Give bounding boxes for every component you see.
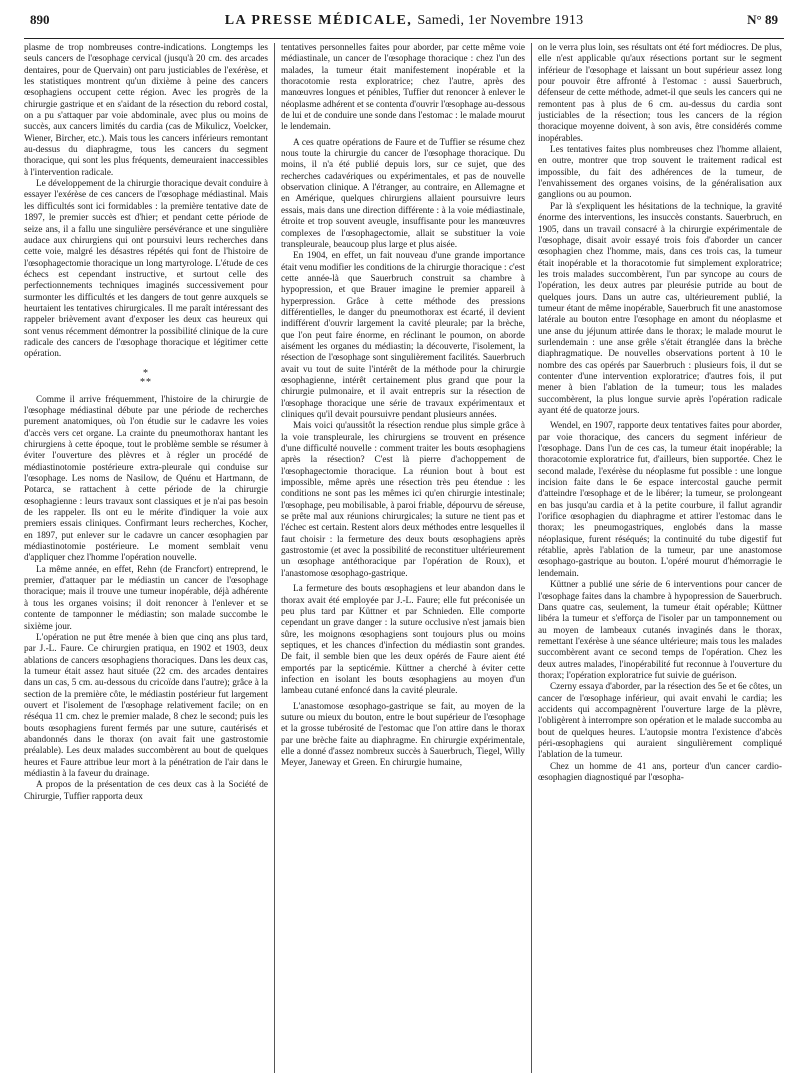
paragraph: Chez un homme de 41 ans, porteur d'un cancer cardio-œsophagien diagnostiqué par l'œsopha-: [538, 761, 782, 783]
journal-title: [90, 13, 718, 29]
paragraph: Par là s'expliquent les hésitations de la technique, la gravité énorme des interventions, les insuccès constants. Sauerbruch, en 1905, dans un travail consacré à la chirurgie expérimentale de l'œsophage, disait avoir essayé trois fois d'aborder un cancer œsophagien chez l'homme, mais, dans ces trois cas, la tumeur était inopérable et la thoracotomie fut simplement exploratrice; les trois malades succombèrent, l'un par syncope au cours de l'opération, les deux autres par pleurésie putride au bout de quelques jours. Dans un autre cas, ultérieurement publié, la tumeur étant de même inopérable, Sauerbruch fit une anastomose latérale au bouton entre l'œsophage en amont du néoplasme et une anse du jéjunum attirée dans le thorax; le malade mourut le surlendemain : une anse grêle s'était étranglée dans la brèche diaphragmatique. De nouvelles observations portent à 10 le nombre des cas opérés par Sauerbruch : plusieurs fois, il dut se contenter d'une intervention exploratrice; d'autres fois, il put mener à bien l'ablation de la tumeur; tous les malades succombèrent, la plus longue survie après l'opération radicale ayant été de quatorze jours.: [538, 201, 782, 416]
paragraph: Küttner a publié une série de 6 interventions pour cancer de l'œsophage faites dans la chambre à hypopression de Sauerbruch. Dans quatre cas, seulement, la tumeur était opérable; Küttner libéra la tumeur et s'efforça de l'isoler par un tamponnement ou au moyen de lambeaux cutanés invaginés dans le thorax, remettant l'exérèse à une séance ultérieure; mais tous les malades succombèrent avant ce second temps de l'opération. Chez les deux autres malades, l'inopérabilité fut reconnue à l'ouverture du thorax; l'opération exploratrice fut suivie de guérison.: [538, 580, 782, 681]
paragraph: Czerny essaya d'aborder, par la résection des 5e et 6e côtes, un cancer de l'œsophage inférieur, qui avait envahi le cardia; les accidents qui accompagnèrent l'ouverture large de la plèvre, l'obligèrent à interrompre son opération et le malade succomba au bout de quelques heures. L'autopsie montra l'existence d'abcès péri-œsophagiens qui auraient singulièrement compliqué l'ablation de la tumeur.: [538, 682, 782, 761]
paragraph: La même année, en effet, Rehn (de Francfort) entreprend, le premier, d'attaquer par le médiastin un cancer de l'œsophage thoracique; mais il trouve une tumeur inopérable, déjà adhérente à tous les organes voisins; il doit renoncer à l'enlever et se contente de tamponner le médiastin; son malade succombe le sixième jour.: [24, 564, 268, 632]
paragraph: L'anastomose œsophago-gastrique se fait, au moyen de la suture ou mieux du bouton, entre le bout supérieur de l'œsophage et la grosse tubérosité de l'estomac que l'on attire dans le thorax par une brèche faite au diaphragme. En chirurgie expérimentale, elle a donné d'assez nombreux succès à Sauerbruch, Tiegel, Willy Meyer, Janeway et Green. En chirurgie humaine,: [281, 701, 525, 769]
column-3: [538, 43, 782, 1073]
issue-date: Samedi, 1er Novembre 1913: [417, 13, 584, 28]
paragraph: Wendel, en 1907, rapporte deux tentatives faites pour aborder, par voie thoracique, des cancers du segment inférieur de l'œsophage. Dans l'un de ces cas, la tumeur était inopérable; la thoracotomie exploratrice fut, d'ailleurs, bien supportée. Chez le second malade, l'exérèse du néoplasme fut possible : une longue incision faite dans le 6e espace intercostal gauche permit d'atteindre l'œsophage et de le libérer; la tumeur, se prolongeant en bas jusqu'au cardia et à la petite courbure, il fallut agrandir l'orifice œsophagien du diaphragme et attirer l'estomac dans le thorax; les pneumogastriques, englobés dans la masse néoplasique, furent réséqués; la continuité du tube digestif fut rétablie, après l'ablation de la tumeur, par une anastomose œsophago-gastrique au bouton. L'opéré mourut d'hémorragie le lendemain.: [538, 421, 782, 579]
paragraph: L'opération ne put être menée à bien que cinq ans plus tard, par J.-L. Faure. Ce chirurgien pratiqua, en 1902 et 1903, deux ablations de cancers œsophagiens thoraciques. Dans les deux cas, la tumeur était assez haut située (22 cm. des arcades dentaires dans un cas, 5 cm. au-dessous du cricoïde dans l'autre); grâce à la section de la première côte, le médiastin postérieur fut largement ouvert et l'isolement de l'œsophage relativement facile; on en réséqua 11 cm. chez le premier malade, 8 chez le second; puis les bouts œsophagiens furent fermés par une suture, cautérisés et abandonnés dans le thorax (on avait fait une gastrostomie préalable). Les deux malades succombèrent au bout de quelques heures et Faure attribue leur mort à la pénétration de l'air dans le médiastin à la faveur du drainage.: [24, 632, 268, 779]
paragraph: A ces quatre opérations de Faure et de Tuffier se résume chez nous toute la chirurgie du cancer de l'œsophage thoracique. Du moins, il n'a été publié depuis lors, sur ce sujet, que des recherches cadavériques ou expérimentales, et pas de nouvelle observation clinique. A l'étranger, au contraire, en Allemagne et en Amérique, quelques chirurgiens allaient poursuivre leurs essais, mais dans une direction différente : à la voie médiastinale, étroite et trop souvent aveugle, insuffisante pour les manœuvres complexes de l'œsophagectomie, allait se substituer la voie transpleurale, beaucoup plus large et plus aisée.: [281, 137, 525, 250]
paragraph: tentatives personnelles faites pour aborder, par cette même voie médiastinale, un cancer de l'œsophage thoracique : chez l'un des malades, la tumeur était manifestement inopérable et la thoracotomie resta exploratrice; chez l'autre, après des manœuvres longues et pénibles, Tuffier dut renoncer à enlever le néoplasme adhérent et se contenta d'ouvrir l'œsophage au-dessous de lui et de conduire une sonde dans l'estomac : le malade mourut le lendemain.: [281, 43, 525, 133]
paragraph: Comme il arrive fréquemment, l'histoire de la chirurgie de l'œsophage médiastinal débute par une période de recherches purement anatomiques, où l'on étudie sur le cadavre les voies d'accès vers cet organe. La crainte du pneumothorax hantant les chirurgiens à cette époque, tout le problème semble se résumer à éviter l'ouverture des plèvres et à régler un procédé de médiastinotomie postérieure extra-pleurale qui conduise sur l'œsophage. Les noms de Nasilow, de Quénu et Hartmann, de Potarca, se rattachent à cette période de la chirurgie œsophagienne : leurs travaux sont classiques et je n'ai pas besoin de les rappeler. Ils ont eu le mérite d'indiquer la voie aux premiers essais cliniques. Confirmant leurs recherches, Kocher, en 1897, put enlever sur le cadavre un cancer œsophagien par médiastinotomie postérieure. Le moment semblait venu d'appliquer chez l'homme l'opération nouvelle.: [24, 394, 268, 564]
column-divider: [274, 43, 275, 1073]
page-number: 890: [30, 12, 50, 27]
article-columns: [24, 43, 784, 1073]
issue-number: N° 89: [747, 12, 778, 27]
paragraph: La fermeture des bouts œsophagiens et leur abandon dans le thorax avait été employée par J.-L. Faure; elle fut préconisée un peu plus tard par Küttner et par Schnieden. Elle comporte cependant un grave danger : la suture occlusive n'est jamais bien sûre, les moignons œsophagiens sont toujours plus ou moins septiques, et les chances d'infection du médiastin sont grandes. De fait, il semble bien que les deux opérés de Faure aient été emportés par la septicémie. Küttner a cherché à éviter cette infection en isolant les bouts œsophagiens au moyen d'un lambeau cutané enfoncé dans la cavité pleurale.: [281, 584, 525, 697]
asterism-top: *: [143, 367, 149, 379]
paragraph: on le verra plus loin, ses résultats ont été fort médiocres. De plus, elle n'est applicable qu'aux résections portant sur le segment inférieur de l'œsophage et laissant un bout supérieur assez long pour pouvoir être affronté à l'estomac : aussi Sauerbruch, défenseur de cette méthode, admet-il que seuls les cancers qui ne remontent pas à plus de 6 cm. au-dessus du cardia sont justiciables de la résection; tous les cancers de la région thoracique moyenne doivent, à son avis, être considérés comme inopérables.: [538, 43, 782, 144]
section-separator: [24, 369, 268, 387]
asterism-bottom: **: [140, 376, 152, 388]
paragraph: Mais voici qu'aussitôt la résection rendue plus simple grâce à la voie transpleurale, les chirurgiens se trouvent en présence d'une difficulté nouvelle : comment traiter les bouts œsophagiens après la résection? C'est là pierre d'achoppement de l'œsophagectomie thoracique. La réunion bout à bout est impossible, même après une résection très peu étendue : les conditions ne sont pas les mêmes ici qu'en chirurgie intestinale; l'œsophage, peu mobilisable, à paroi friable, dépourvu de séreuse, se prête mal aux réunions chirurgicales; la suture ne tient pas et l'échec est certain. Restent alors deux méthodes entre lesquelles il faut choisir : la fermeture des deux bouts œsophagiens après gastrostomie (et avec la possibilité de reconstituer ultérieurement un œsophage antéthoracique par l'opération de Roux), et l'anastomose œsophago-gastrique.: [281, 421, 525, 579]
paragraph: En 1904, en effet, un fait nouveau d'une grande importance était venu modifier les conditions de la chirurgie thoracique : c'est cette année-là que Sauerbruch construit sa chambre à hypopression, et que Brauer imagine le premier appareil à hyperpression. Grâce à cette méthode des pressions différentielles, le danger du pneumothorax est écarté, il devient indifférent d'ouvrir largement la cavité pleurale; par la brèche, que l'on peut faire énorme, en réclinant le poumon, on aborde aisément les organes du médiastin; la découverte, l'isolement, la résection de l'œsophage sont singulièrement facilités. Sauerbruch avait vu tout de suite l'intérêt de la méthode pour la chirurgie œsophagienne, intérêt certainement plus grand que pour la chirurgie pulmonaire, et il avait entrepris sur la résection de l'œsophage thoracique une série de travaux expérimentaux et cliniques qu'il devait poursuivre pendant plusieurs années.: [281, 251, 525, 420]
paragraph: Le développement de la chirurgie thoracique devait conduire à essayer l'exérèse de ces cancers de l'œsophage médiastinal. Mais les difficultés sont ici formidables : la première tentative date de 1897, le premier succès est d'hier; et pendant cette période de seize ans, il a fallu une singulière persévérance et une singulière audace aux chirurgiens qui ont poursuivi leurs recherches dans cette voie, malgré les désastres répétés qui font de l'histoire de l'œsophagectomie thoracique un long martyrologe. L'étude de ces échecs est cependant instructive, et surtout celle des perfectionnements techniques imaginés successivement pour surmonter les difficultés et les dangers de tout genre auxquels se heurtaient les tentatives chirurgicales. Il me paraît intéressant des rappeler brièvement avant d'exposer les deux cas heureux qui sont venus récemment démontrer la possibilité clinique de la cure radicale des cancers de l'œsophage thoracique et légitimer cette opération.: [24, 179, 268, 360]
journal-name: LA PRESSE MÉDICALE,: [224, 13, 413, 28]
paragraph: A propos de la présentation de ces deux cas à la Société de Chirurgie, Tuffier rapporta deux: [24, 780, 268, 802]
paragraph: Les tentatives faites plus nombreuses chez l'homme allaient, en outre, montrer que trop souvent le traitement radical est impossible, du fait des adhérences de la tumeur, de l'envahissement des organes voisins, de la généralisation aux ganglions ou au poumon.: [538, 145, 782, 201]
page-header: [24, 12, 784, 39]
paragraph: plasme de trop nombreuses contre-indications. Longtemps les seuls cancers de l'œsophage cervical (jusqu'à 20 cm. des arcades dentaires, pour de Quervain) ont paru justiciables de l'exérèse, et les statistiques montrent qu'un dixième à peine des cancers œsophagiens occupent cette région. Avec les progrès de la chirurgie gastrique et en s'aidant de la résection du rebord costal, on a pu s'attaquer par voie abdominale, avec plus ou moins de succès, aux cancers limités du cardia (cas de Mikulicz, Voelcker, Wiener, Bircher, etc.). Mais tous les cancers inférieurs remontant au-dessus du diaphragme, tous les cancers du segment thoracique, qui sont les plus fréquents, demeuraient inaccessibles à l'intervention radicale.: [24, 43, 268, 178]
column-1: [24, 43, 268, 1073]
column-2: [281, 43, 525, 1073]
column-divider: [531, 43, 532, 1073]
